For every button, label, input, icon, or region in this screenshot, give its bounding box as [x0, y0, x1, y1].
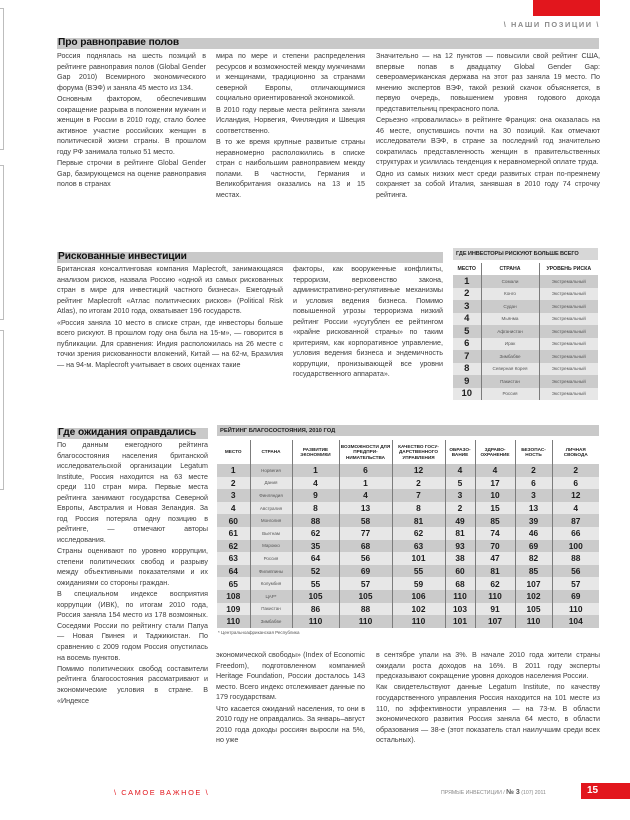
country-cell: Пакистан [250, 603, 292, 616]
table-row [453, 300, 598, 313]
column-header: КАЧЕСТВО ГОСУ-ДАРСТВЕННОГО УПРАВЛЕНИЯ [392, 440, 445, 464]
value-cell: 12 [552, 489, 599, 502]
wellbeing-col-3 [376, 650, 600, 746]
value-cell: 4 [292, 477, 339, 490]
value-cell: 56 [339, 552, 392, 565]
table-row [453, 325, 598, 338]
table-row [217, 502, 599, 515]
rank-cell: 5 [453, 325, 481, 338]
value-cell: 6 [515, 477, 552, 490]
value-cell: 56 [552, 565, 599, 578]
paragraph: экономической свободы» (Index of Economic Freedom), подготовленном компанией Heritage Foundation, России досталось 143 место. Всего индекс отслеживает данные по 179 государствам. [216, 651, 365, 702]
value-cell: 60 [445, 565, 475, 578]
table-row [217, 603, 599, 616]
value-cell: 57 [339, 577, 392, 590]
value-cell: 88 [339, 603, 392, 616]
wellbeing-table [217, 440, 599, 628]
rank-cell: 1 [217, 464, 250, 477]
value-cell: 9 [292, 489, 339, 502]
table-row [217, 577, 599, 590]
table-row [217, 514, 599, 527]
risk-level-cell: Экстремальный [539, 300, 598, 313]
value-cell: 101 [445, 615, 475, 628]
rank-cell: 6 [453, 338, 481, 351]
paragraph: в сентябре упали на 3%. В начале 2010 года жители страны ожидали роста доходов на 16%. В 2011 году эксперты предсказывают сокращение уровня доходов населения России. [376, 651, 600, 681]
value-cell: 88 [552, 552, 599, 565]
table-row [453, 313, 598, 326]
country-cell: Зимбабве [481, 350, 539, 363]
value-cell: 110 [445, 590, 475, 603]
column-header: РАЗВИТИЕ ЭКОНОМИКИ [292, 440, 339, 464]
table-header-row [453, 263, 598, 275]
value-cell: 7 [392, 489, 445, 502]
country-cell: Конго [481, 288, 539, 301]
value-cell: 81 [392, 514, 445, 527]
value-cell: 93 [445, 540, 475, 553]
paragraph: По данным ежегодного рейтинга благосостояния населения британской исследовательской организации Legatum Institute, Россия находится на 63 месте среди 110 стран мира. Первые места рейтинга занимают государства Северной Европы, Австралия и Новая Зеландия. За год Россия потеряла одну позицию в рейтинге, — отмечают авторы исследования. [57, 441, 208, 544]
paragraph: Страны оценивают по уровню коррупции, степени политических свобод и разрыву между объективными показателями и их ожиданиями со стороны граждан. [57, 547, 208, 587]
value-cell: 69 [515, 540, 552, 553]
risk-level-cell: Экстремальный [539, 388, 598, 401]
value-cell: 57 [552, 577, 599, 590]
table-row [217, 615, 599, 628]
rank-cell: 1 [453, 275, 481, 288]
value-cell: 105 [292, 590, 339, 603]
table-row [217, 477, 599, 490]
risk-col-2 [293, 264, 443, 380]
table-row [453, 338, 598, 351]
value-cell: 13 [515, 502, 552, 515]
paragraph: В то же время крупные развитые страны неравномерно расположились в списке стран с наибольшим равноправием между полами. В частности, Германия и Великобритания оказались на 13 и 15 местах. [216, 137, 365, 199]
column-header: МЕСТО [224, 449, 242, 455]
country-cell: Россия [250, 552, 292, 565]
value-cell: 102 [515, 590, 552, 603]
table-row [217, 540, 599, 553]
value-cell: 103 [445, 603, 475, 616]
value-cell: 55 [292, 577, 339, 590]
value-cell: 68 [339, 540, 392, 553]
country-cell: Австралия [250, 502, 292, 515]
country-cell: ЦАР* [250, 590, 292, 603]
column-header: МЕСТО [457, 266, 476, 272]
value-cell: 2 [445, 502, 475, 515]
rank-cell: 10 [453, 388, 481, 401]
value-cell: 3 [445, 489, 475, 502]
value-cell: 68 [445, 577, 475, 590]
value-cell: 106 [392, 590, 445, 603]
value-cell: 4 [339, 489, 392, 502]
value-cell: 110 [339, 615, 392, 628]
value-cell: 52 [292, 565, 339, 578]
paragraph: В 2010 году первые места рейтинга заняли Исландия, Норвегия, Финляндия и Швеция соответственно. [216, 105, 365, 135]
value-cell: 10 [475, 489, 515, 502]
table-row [453, 388, 598, 401]
rank-cell: 65 [217, 577, 250, 590]
country-cell: Афганистан [481, 325, 539, 338]
value-cell: 77 [339, 527, 392, 540]
table-row [453, 363, 598, 376]
value-cell: 107 [475, 615, 515, 628]
value-cell: 101 [392, 552, 445, 565]
country-cell: Норвегия [250, 464, 292, 477]
risk-col-1 [57, 264, 283, 370]
value-cell: 69 [552, 590, 599, 603]
paragraph: Первые строчки в рейтинге Global Gender Gap, базирующемся на оценке равноправия полов в странах [57, 159, 206, 189]
value-cell: 12 [392, 464, 445, 477]
gender-col-3 [376, 51, 600, 200]
country-cell: Ирак [481, 338, 539, 351]
paragraph: Британская консалтинговая компания Maplecroft, занимающаяся анализом рисков, назвала Россию «одной из самых рискованных стран в мире для инвестиций частного бизнеса». Ежегодный рейтинг Maplecroft «Атлас политических рисков» (Political Risk Atlas), по итогам 2010 года, охватывает 196 государств. [57, 265, 283, 316]
value-cell: 58 [339, 514, 392, 527]
value-cell: 1 [339, 477, 392, 490]
paragraph: Серьезно «провалилась» в рейтинге Франция: она оказалась на 46 месте, опустившись почти на 30 позиций. Как отмечают исследователи ВЭФ, в стране за последний год значительно сократилась представленность женщин в правительственных структурах и усилилась тенденция к неравномерной оплате труда. [376, 116, 600, 167]
value-cell: 102 [392, 603, 445, 616]
rank-cell: 62 [217, 540, 250, 553]
value-cell: 107 [515, 577, 552, 590]
value-cell: 86 [292, 603, 339, 616]
value-cell: 88 [292, 514, 339, 527]
value-cell: 62 [292, 527, 339, 540]
column-header: УРОВЕНЬ РИСКА [539, 263, 598, 275]
country-cell: Вьетнам [250, 527, 292, 540]
paragraph: Помимо политических свобод составители рейтинга благосостояния рассматривают и экономические условия в стране. В «Индексе [57, 664, 208, 705]
rank-cell: 4 [217, 502, 250, 515]
value-cell: 66 [552, 527, 599, 540]
rank-cell: 61 [217, 527, 250, 540]
column-header: СТРАНА [250, 440, 292, 464]
value-cell: 2 [552, 464, 599, 477]
section-label-nashi-pozicii: \ НАШИ ПОЗИЦИИ \ [503, 20, 600, 29]
rank-cell: 3 [453, 300, 481, 313]
paragraph: «Россия заняла 10 место в списке стран, где инвесторы больше всего рискуют. В прошлом году она была на 15-м», — говорится в публикации. Для сравнения: Индия расположилась на 26 месте с точки зрения рискованности вложений, Китай — на 62-м, Бразилия — на 94-м. Maplecroft учитывает в своих оценках такие [57, 318, 283, 369]
value-cell: 110 [475, 590, 515, 603]
table-row [453, 350, 598, 363]
rank-cell: 2 [453, 288, 481, 301]
paragraph: В специальном индексе восприятия коррупции (ИВК), по итогам 2010 года, Россия заняла 154 место из 178 возможных. Соседями России по рейтингу стали Папуа — Новая Гвинея и Таджикистан. По сравнению с 2009 годом Россия опустилась на восемь пунктов. [57, 590, 208, 662]
value-cell: 39 [515, 514, 552, 527]
value-cell: 85 [475, 514, 515, 527]
value-cell: 64 [292, 552, 339, 565]
magazine-name: ПРЯМЫЕ ИНВЕСТИЦИИ / [441, 790, 507, 796]
value-cell: 13 [339, 502, 392, 515]
value-cell: 110 [552, 603, 599, 616]
value-cell: 2 [515, 464, 552, 477]
value-cell: 87 [552, 514, 599, 527]
value-cell: 4 [552, 502, 599, 515]
country-cell: Монголия [250, 514, 292, 527]
value-cell: 47 [475, 552, 515, 565]
page-number: 15 [581, 783, 630, 799]
risk-level-cell: Экстремальный [539, 275, 598, 288]
paragraph: Основным фактором, обеспечившим сокращение разрыва в положении мужчин и женщин в России в 2010 году, стало более активное участие российских женщин в политической жизни страны. В прошлом году РФ занимала только 51 место. [57, 94, 206, 156]
country-cell: Судан [481, 300, 539, 313]
value-cell: 38 [445, 552, 475, 565]
value-cell: 62 [475, 577, 515, 590]
value-cell: 110 [515, 615, 552, 628]
value-cell: 110 [392, 615, 445, 628]
margin-bracket [0, 8, 4, 150]
value-cell: 105 [339, 590, 392, 603]
country-cell: Россия [481, 388, 539, 401]
rank-cell: 108 [217, 590, 250, 603]
table-row [453, 288, 598, 301]
table-row [217, 565, 599, 578]
risk-level-cell: Экстремальный [539, 363, 598, 376]
wellbeing-table-title: РЕЙТИНГ БЛАГОСОСТОЯНИЯ, 2010 ГОД [217, 425, 599, 436]
country-cell: Колумбия [250, 577, 292, 590]
rank-cell: 60 [217, 514, 250, 527]
risk-level-cell: Экстремальный [539, 338, 598, 351]
paragraph: Одно из самых низких мест среди развитых стран по-прежнему сохраняет за собой Италия, занявшая в 2010 году 74 строчку рейтинга. [376, 169, 600, 199]
column-header: ЛИЧНАЯ СВОБОДА [552, 440, 599, 464]
value-cell: 35 [292, 540, 339, 553]
value-cell: 104 [552, 615, 599, 628]
column-header: ОБРАЗО-ВАНИЕ [445, 440, 475, 464]
value-cell: 2 [392, 477, 445, 490]
issue-number: № 3 [506, 789, 520, 796]
rank-cell: 110 [217, 615, 250, 628]
value-cell: 8 [392, 502, 445, 515]
rank-cell: 64 [217, 565, 250, 578]
table-row [217, 464, 599, 477]
country-cell: Финляндия [250, 489, 292, 502]
value-cell: 70 [475, 540, 515, 553]
paragraph: факторы, как вооруженные конфликты, терроризм, верховенство закона, административно-регулятивные механизмы и условия ведения бизнеса. Помимо повышенной угрозы терроризма низкий рейтинг России «усугублен ее рейтингом «крайне рискованной страны» по таким критериям, как корпоративное управление, условия ведения бизнеса и эндемичность коррупции, пронизывающей все уровни государственного аппарата». [293, 265, 443, 379]
risk-section-title: Рискованные инвестиции [58, 251, 187, 262]
column-header: СТРАНА [481, 263, 539, 275]
value-cell: 17 [475, 477, 515, 490]
country-cell: Зимбабве [250, 615, 292, 628]
value-cell: 8 [292, 502, 339, 515]
value-cell: 46 [515, 527, 552, 540]
risk-table [453, 263, 598, 400]
paragraph: мира по мере и степени распределения ресурсов и возможностей между мужчинами и женщинами, традиционно за странами северной Европы, отличающимися социально ориентированной экономикой. [216, 52, 365, 103]
value-cell: 85 [515, 565, 552, 578]
table-row [453, 375, 598, 388]
value-cell: 81 [475, 565, 515, 578]
table-row [217, 590, 599, 603]
value-cell: 49 [445, 514, 475, 527]
column-header: ЗДРАВО-ОХРАНЕНИЕ [475, 440, 515, 464]
rank-cell: 7 [453, 350, 481, 363]
risk-level-cell: Экстремальный [539, 325, 598, 338]
value-cell: 6 [552, 477, 599, 490]
country-cell: Пакистан [481, 375, 539, 388]
table-row [217, 489, 599, 502]
country-cell: Филиппины [250, 565, 292, 578]
table-row [217, 527, 599, 540]
value-cell: 91 [475, 603, 515, 616]
gender-col-2 [216, 51, 365, 200]
country-cell: Дания [250, 477, 292, 490]
value-cell: 110 [292, 615, 339, 628]
rank-cell: 3 [217, 489, 250, 502]
risk-level-cell: Экстремальный [539, 313, 598, 326]
wellbeing-section-title: Где ожидания оправдались [58, 427, 197, 438]
value-cell: 69 [339, 565, 392, 578]
column-header: БЕЗОПАС-НОСТЬ [515, 440, 552, 464]
margin-bracket [0, 165, 4, 320]
risk-table-title: ГДЕ ИНВЕСТОРЫ РИСКУЮТ БОЛЬШЕ ВСЕГО [453, 248, 598, 260]
paragraph: Значительно — на 12 пунктов — повысили свой рейтинг США, впервые попав в двадцатку Global Gender Gap: североамериканская держава на этот раз заняла 19 место. По мнению экспертов ВЭФ, такой резкий скачок объясняется, в первую очередь, повышением уровня годового дохода представительниц прекрасного пола. [376, 52, 600, 113]
value-cell: 100 [552, 540, 599, 553]
gender-col-1 [57, 51, 206, 190]
value-cell: 3 [515, 489, 552, 502]
paragraph: Россия поднялась на шесть позиций в рейтинге равноправия полов (Global Gender Gap 2010) Всемирного экономического форума (ВЭФ) и заняла 45 место из 134. [57, 52, 206, 92]
value-cell: 59 [392, 577, 445, 590]
table-header-row [217, 440, 599, 464]
value-cell: 5 [445, 477, 475, 490]
wellbeing-col-1 [57, 440, 208, 706]
value-cell: 6 [339, 464, 392, 477]
paragraph: Что касается ожиданий населения, то они в 2010 году не оправдались. За январь–август 2010 года доходы россиян выросли на 5%, но уже [216, 704, 365, 745]
value-cell: 74 [475, 527, 515, 540]
rank-cell: 109 [217, 603, 250, 616]
table-row [217, 552, 599, 565]
header-accent-block [533, 0, 600, 16]
country-cell: Марокко [250, 540, 292, 553]
footer-magazine-info [441, 789, 546, 796]
value-cell: 105 [515, 603, 552, 616]
value-cell: 63 [392, 540, 445, 553]
table-row [453, 275, 598, 288]
paragraph: Как свидетельствуют данные Legatum Institute, по качеству государственного управления Россия находится на 101 месте из 110, по эффективности управления — на 73-м. В области экономического развития Россия заняла 64 место, в области образования — 38-е (этот показатель стал наилучшим среди всех остальных). [376, 683, 600, 745]
risk-level-cell: Экстремальный [539, 288, 598, 301]
gender-section-title: Про равноправие полов [58, 37, 180, 48]
value-cell: 55 [392, 565, 445, 578]
issue-details: (107) 2011 [519, 790, 546, 796]
value-cell: 4 [445, 464, 475, 477]
table-footnote: * Центральноафриканская Республика [218, 630, 300, 635]
value-cell: 4 [475, 464, 515, 477]
column-header: ВОЗМОЖНОСТИ ДЛЯ ПРЕДПРИ-НИМАТЕЛЬСТВА [339, 440, 392, 464]
risk-level-cell: Экстремальный [539, 375, 598, 388]
country-cell: Мьянма [481, 313, 539, 326]
margin-bracket [0, 330, 4, 490]
country-cell: Сомали [481, 275, 539, 288]
wellbeing-col-2 [216, 650, 365, 746]
country-cell: Северная Корея [481, 363, 539, 376]
value-cell: 15 [475, 502, 515, 515]
rank-cell: 4 [453, 313, 481, 326]
rank-cell: 8 [453, 363, 481, 376]
value-cell: 62 [392, 527, 445, 540]
footer-section-label: \ САМОЕ ВАЖНОЕ \ [114, 788, 210, 797]
value-cell: 81 [445, 527, 475, 540]
rank-cell: 9 [453, 375, 481, 388]
value-cell: 82 [515, 552, 552, 565]
rank-cell: 63 [217, 552, 250, 565]
risk-level-cell: Экстремальный [539, 350, 598, 363]
value-cell: 1 [292, 464, 339, 477]
rank-cell: 2 [217, 477, 250, 490]
